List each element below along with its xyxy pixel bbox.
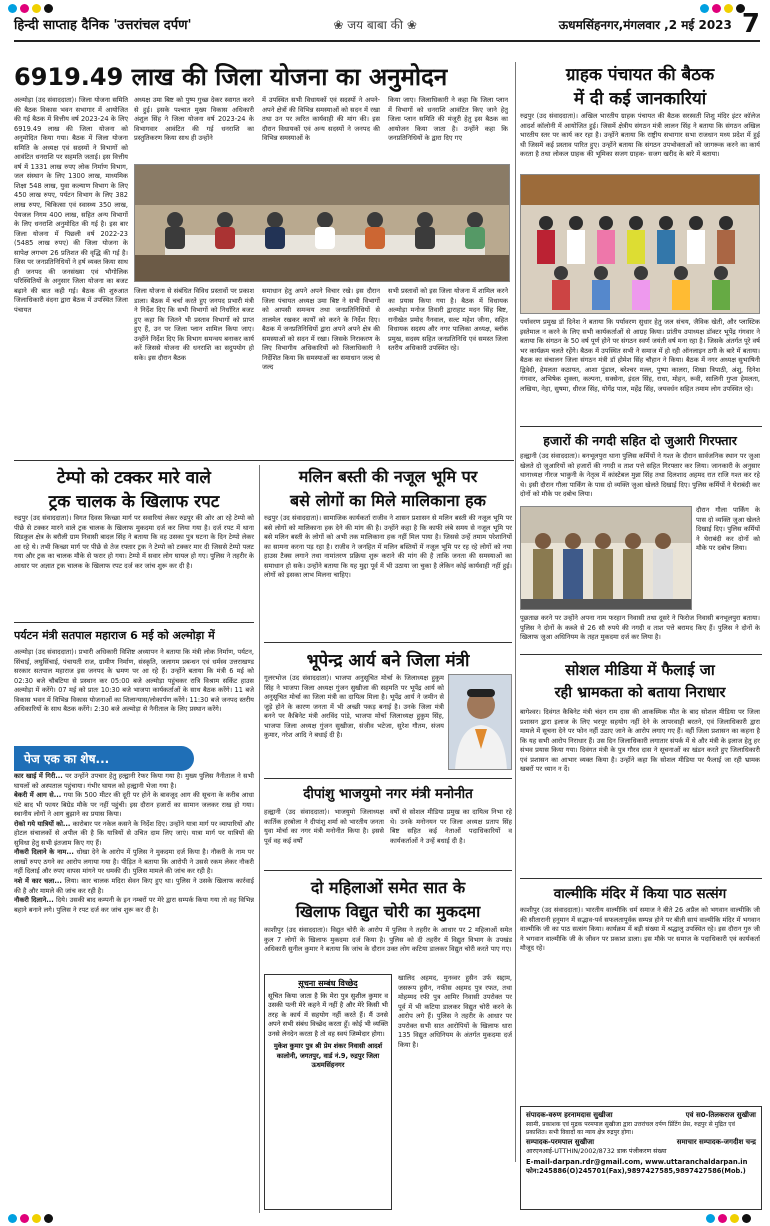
section-rule [264, 870, 512, 871]
continued-story-text: धोखा देने के आरोप में पुलिस ने मुकदमा दर्ज किया है। नौकरी के नाम पर लाखों रुपए ठगने का आरोप लगाया गया है। पीड़ित ने बताया कि आरोपी ने उससे रकम लेकर नौकरी नहीं दिलाई और रुपए वापस मांगने पर धमकी दी। पुलिस मामले की जांच कर रही है। [14, 848, 254, 876]
jua-photo [520, 506, 692, 610]
paryatan-body: अल्मोड़ा (उद संवाददाता)। प्रभारी अधिकारी विशिष्ट अध्यापन ने बताया कि मंत्री लोक निर्माण, पर्यटन, सिंचाई, लघुसिंचाई, पंचायती राज, ग्रामीण निर्माण, संस्कृति, जलागम प्रबन्धन एवं धर्मस्व उत्तराखण्ड सरकार सतपाल महाराज इस जनपद के भ्रमण पर आ रहे हैं। उन्होंने बताया कि मंत्री 6 मई को 02:30 बजे चौबटिया से प्रस्थान कर 05:00 बजे अल्मोड़ा पहुंचकर रात्रि विश्राम सर्किट हाउस अल्मोड़ा में करेंगे। 07 मई को प्रातः 10:30 बजे भाजपा कार्यकर्ताओं के साथ बैठक करेंगे। 11 बजे विकास भवन में विभिन्न विकास योजनाओं का शिलान्यास/लोकार्पण करेंगे। 11:30 बजे जनपद स्तरीय अधिकारियों के साथ बैठक करेंगे। 2:30 बजे अल्मोड़ा से नैनीताल के लिए प्रस्थान करेंगे। [14, 648, 254, 714]
phone-line: फोन:245886(O)245701(Fax),9897427585,9897427586(Mob.) [526, 1166, 746, 1175]
registration-dot-yellow [730, 1214, 739, 1223]
masthead-motto: ❀ जय बाबा की ❀ [333, 17, 417, 32]
continued-from-page-one-label: पेज एक का शेष... [14, 746, 194, 771]
lead-headline: 6919.49 लाख की जिला योजना का अनुमोदन [14, 63, 448, 91]
lead-column-4b: सभी प्रस्तावों को इस जिला योजना में शामिल करने का प्रयास किया गया है। बैठक में विधायक अल्मोड़ा मनोज तिवारी द्वाराहाट मदन सिंह बिष्ट, रानीखेत प्रमोद नैनवाल, सल्ट महेश जीना, सहित विधायक सदस्य और नगर पालिका अध्यक्ष, ब्लॉक प्रमुख, सदस्य सहित जनप्रतिनिधि एवं समस्त जिला स्तरीय अधिकारी उपस्थित रहे। [388, 287, 508, 353]
registration-dot-magenta [718, 1214, 727, 1223]
continued-story-title: नौकरी दिलाने... [14, 896, 54, 905]
section-rule [264, 642, 512, 643]
registration-dot-magenta [20, 1214, 29, 1223]
bijli-headline-2: खिलाफ विद्युत चोरी का मुकदमा [295, 902, 481, 921]
lead-column-3b: समाधान हेतु अपने अपने विचार रखे। इस दौरान जिला पंचायत अध्यक्ष उमा बिष्ट ने सभी विभागों को आपसी समन्वय तथा जनप्रतिनिधियों से तालमेल रखकर कार्यों को करने के निर्देश दिए। बैठक में जनप्रतिनिधियों द्वारा अपने अपने क्षेत्र की समस्याओं को सदन में रखा। जिसके निराकरण के लिए विभागीय अधिकारियों को जिलाधिकारी ने निर्देशित किया कि समस्याओं का समाधान जल्द से जल्द [262, 287, 380, 372]
deepanshu-body-b: वर्षों से सोशल मीडिया प्रमुख का दायित्व निभा रहे थे। उनके मनोनयन पर जिला अध्यक्ष प्रताप सिंह बिष्ट सहित कई नेताओं पदाधिकारियों व कार्यकर्ताओं ने उन्हें बधाई दी है। [390, 808, 512, 845]
section-rule [14, 622, 254, 623]
grahak-headline-1: ग्राहक पंचायत की बैठक [565, 65, 715, 85]
jua-body: हल्द्वानी (उद संवाददाता)। बनभूलपुरा थाना पुलिस कर्मियों ने गश्त के दौरान सार्वजनिक स्थान पर जुआ खेलते दो जुआरियों को हजारों की नगदी व ताश पत्ते सहित गिरफ्तार कर लिया। जानकारी के अनुसार थानाध्यक्ष नीरज भाकुनी के नेतृत्व में कांस्टेबल मुन्ना सिंह तथा दिलशाद अहमद रात राजि गश्त कर रहे थे। इसी दौरान गौला पार्किंग के पास दो व्यक्ति जुआ खेलते दिखाई दिए। पुलिस कर्मियों ने घेराबंदी कर दोनों को मौके पर दबोच लिया। [520, 452, 760, 499]
continued-story [14, 896, 254, 915]
tempo-headline-1: टेम्पो को टक्कर मारे वाले [57, 468, 211, 488]
arrest-photo-image [521, 507, 692, 610]
notice-body: सूचित किया जाता है कि मेरा पुत्र सुशील कुमार व उसकी पत्नी मेरे कहने में नहीं है और मेरे किसी भी तरह के कार्य में सहयोग नहीं करते हैं। मैं उनसे अपने सभी संबंध विच्छेद करता हूँ। कोई भी व्यक्ति उनसे लेनदेन करता है तो वह स्वयं जिम्मेदार होगा। [268, 991, 388, 1038]
lead-column-1: अल्मोड़ा (उद संवाददाता)। जिला योजना समिति की बैठक विकास भवन सभागार में आयोजित की गई बैठक में वित्तीय वर्ष 2023-24 के लिए 6919.49 लाख की जिला योजना को अनुमोदित किया गया। बैठक में जिला योजना समिति के अध्यक्ष एवं सदस्यों ने विभागों को आवंटित धनराशि पर सहमति जताई। इस वित्तीय वर्ष में 1331 लाख रुपए लोक निर्माण विभाग, जल संस्थान के लिए 1300 लाख, माध्यमिक शिक्षा 548 लाख, युवा कल्याण विभाग के लिए 450 लाख रुपए, पर्यटन विभाग के लिए 382 लाख रुपए, चिकित्सा एवं स्वास्थ्य 350 लाख, पेयजल निगम 400 लाख, सहित अन्य विभागों के लिए धनराशि अनुमोदित की गई है। इस बार जिला योजना में पिछली वर्ष 2022-23 (5485 लाख रुपए) की जिला योजना के सापेक्ष लगभग 26 प्रतिशत की वृद्धि की गई है। जिस पर जनप्रतिनिधियों ने हर्ष व्यक्त किया साथ ही जनपद की जनसंख्या एवं भौगोलिक परिस्थितियों के अनुसार जिला योजना का बजट बढ़ाने की बात कही गई। बैठक की शुरुआत जिलाधिकारी वंदना द्वारा बैठक में उपस्थित जिला पंचायत [14, 96, 128, 315]
notice-signature: मुकेश कुमार पुत्र श्री प्रेम शंकर निवासी आदर्श कालोनी, जगतपुर, वार्ड नं.9, रुद्रपुर जिला ऊधमसिंहनगर [273, 1042, 383, 1070]
registration-line: आरएनआई-UTTHIN/2002/8732 डाक पंजीकरण संख्या [526, 1147, 667, 1156]
valmiki-headline: वाल्मीकि मंदिर में किया पाठ सत्संग [553, 886, 727, 902]
meeting-photo [134, 164, 510, 282]
social-headline-1: सोशल मीडिया में फैलाई जा [565, 661, 715, 679]
bhupendra-headline: भूपेन्द्र आर्य बने जिला मंत्री [306, 651, 470, 671]
imprint-line [526, 1137, 756, 1148]
continued-story [14, 877, 254, 896]
registration-dot-cyan [706, 1214, 715, 1223]
jua-body-side: दौरान गौला पार्किंग के पास दो व्यक्ति जुआ खेलते दिखाई दिए। पुलिस कर्मियों ने घेराबंदी कर दोनों को मौके पर दबोच लिया। [696, 506, 760, 553]
column-divider [515, 62, 516, 1162]
malin-headline-2: बसे लोगों का मिले मालिकाना हक [290, 491, 486, 510]
malin-headline-1: मलिन बस्ती की नजूल भूमि पर [298, 467, 478, 486]
bhupendra-body: गूलरभोज (उद संवाददाता)। भाजपा अनुसूचित मोर्चा के जिलाध्यक्ष हुकुम सिंह ने भाजपा जिला अध्यक्ष गुंजन सुखीजा की सहमति पर भूपेंद्र आर्य को अनुसूचित मोर्चा का जिला मंत्री का दायित्व मिला है। भूपेंद्र आर्य ने जमीन से जुड़े होने के कारण जनता में भी अच्छी पकड़ बनाई है। उनके जिला मंत्री बनने पर कैबिनेट मंत्री अरविंद पांडे, भाजपा मोर्चा जिलाध्यक्ष हुकुम सिंह, भाजपा जिला अध्यक्ष गुंजन सुखीजा, संजीव भटेजा, सुरेश गौतम, संजय कुमार, नरेश आदि ने बधाई दी है। [264, 674, 444, 740]
continued-stories [14, 772, 254, 1212]
registration-dot-black [44, 1214, 53, 1223]
registration-dot-yellow [32, 1214, 41, 1223]
tempo-headline-2: ट्रक चालक के खिलाफ रपट [48, 492, 220, 512]
social-headline-2: रही भ्रामकता को बताया निराधार [554, 685, 726, 701]
jua-body-2: पूछताछ करने पर उन्होंने अपना नाम फरहान निवासी तथा दूसरे ने फिरोज निवासी बनभूलपुरा बताया। पुलिस ने दोनों के कब्जे से 26 सौ रुपये की नगदी व ताश पत्ते बरामद किए हैं। पुलिस ने दोनों के खिलाफ जुआ अधिनियम के तहत मुकदमा दर्ज कर लिया है। [520, 614, 760, 642]
lead-column-2b: जिला योजना से संबंधित विविध प्रस्तावों पर प्रकाश डाला। बैठक में चर्चा करते हुए जनपद प्रभारी मंत्री ने निर्देश दिए कि सभी विभागों को निर्धारित बजट हुए कहा कि जितने भी प्रस्ताव विभागों को प्राप्त हुए हैं, उन पर जिला प्लान शामिल किया जाए। उन्होंने निर्देश दिए कि विभाग समन्वय बनाकर कार्य करें जिससे योजना की धनराशि का सदुपयोग हो सके। इस दौरान बैठक [134, 287, 254, 362]
registration-dot-cyan [8, 1214, 17, 1223]
grahak-photo [520, 174, 760, 314]
section-rule [520, 426, 762, 427]
continued-story [14, 848, 254, 877]
portrait-image [449, 675, 512, 770]
bijli-body: काशीपुर (उद संवाददाता)। विद्युत चोरी के आरोप में पुलिस ने तहरीर के आधार पर 2 महिलाओं समेत कुल 7 लोगों के खिलाफ मुकदमा दर्ज किया है। पुलिस को दी तहरीर में विद्युत विभाग के उपखंड अधिकारी सुनील कुमार ने बताया कि जांच के दौरान उक्त लोग कटिया डालकर विद्युत चोरी करते पाए गए। [264, 926, 512, 954]
social-body: बागेश्वर। दिवंगत कैबिनेट मंत्री चंदन राम दास की आकस्मिक मौत के बाद सोशल मीडिया पर जिला प्रशासन द्वारा इलाज के लिए भरपूर सहयोग नहीं देने के लापरवाही बरतने, एवं जिलाधिकारी द्वारा मामले में सूचना देने पर फोन नहीं उठाए जाने के आरोप लगाए गए हैं। वहीं जिला प्रशासन का कहना है कि यह सभी आरोप निराधार हैं। उस दिन जिलाधिकारी लगातार संपर्क में थे और मंत्री के इलाज हेतु हर संभव प्रयास किया गया। दिवंगत मंत्री के पुत्र गौरव दास ने सूचनाओं का खंडन करते हुए जिलाधिकारी एवं प्रशासन का आभार व्यक्त किया है। उन्होंने कहा कि सोशल मीडिया पर फैलाई जा रही भ्रामक खबरों पर ध्यान न दें। [520, 708, 760, 774]
section-rule [520, 878, 762, 879]
column-divider [259, 465, 260, 1213]
malin-body: रुद्रपुर (उद संवाददाता)। सामाजिक कार्यकर्ता राजीव ने शासन प्रशासन से मलिन बस्ती की नजूल भूमि पर बसे लोगों को मालिकाना हक देने की मांग की है। उन्होंने कहा है कि काफी लंबे समय से नजूल भूमि पर बसे मलिन बस्ती के लोगों को अभी तक मालिकाना हक नहीं मिल पाया है। जिससे उन्हें तमाम परेशानियों का सामना करना पड़ रहा है। राजीव ने जनहित में मलिन बस्तियों में नजूल भूमि पर रह रहे लोगों को नया हाउस टैक्स लगाने तथा नामांतरण प्रक्रिया शुरू कराने की मांग की है ताकि जनता की समस्याओं का समाधान हो सके। उन्होंने बताया कि यह मुद्दा पूर्व में भी उठाया जा चुका है लेकिन कोई कार्यवाही नहीं हुई। लोगों को इसका लाभ मिलना चाहिए। [264, 514, 512, 580]
continued-story [14, 820, 254, 849]
deepanshu-body-a: हल्द्वानी (उद संवाददाता)। भाजयुमो जिलाध्यक्ष कार्तिक हरबोला ने दीपांशु शर्मा को भारतीय जनता युवा मोर्चा का नगर मंत्री मनोनीत किया है। इससे पूर्व वह कई वर्षों [264, 808, 384, 845]
bhupendra-portrait [448, 674, 512, 770]
email-website-line: E-mail-darpan.rdr@gmail.com, www.uttaranchaldarpan.in [526, 1157, 748, 1166]
bijli-body-2: खालिद अहमद, मुनव्वर हुसैन उर्फ सद्दाम, जसरूप हुसैन, नफीस अहमद पुत्र रफत, तथा मोहम्मद रफी पुत्र आमिर निवासी उपरोक्त पर पूर्व में भी कटिया डालकर विद्युत चोरी करने के आरोप लगे हैं। पुलिस ने तहरीर के आधार पर उपरोक्त सभी सात आरोपियों के खिलाफ धारा 135 विद्युत अधिनियम के अंतर्गत मुकदमा दर्ज किया है। [398, 974, 512, 1049]
imprint-line [526, 1110, 756, 1121]
grahak-photo-image [521, 175, 760, 314]
publisher-line: स्वामी, प्रकाशक एवं मुद्रक परमपाल सुखीजा द्वारा उत्तरांचल दर्पण प्रिंटिंग प्रेस, रुद्रपुर से मुद्रित एवं प्रकाशित। सभी विवादों का न्याय क्षेत्र रुद्रपुर होगा। [526, 1120, 735, 1136]
continued-story-text: कारोबार पर नकेल कसने के निर्देश दिए। उन्होंने यात्रा मार्ग पर व्यापारियों और होटल संचालकों से अपील की है कि यात्रियों से उचित दाम लिए जाएं। यात्रा मार्ग पर यात्रियों की सुविधा हेतु सभी इंतजाम किए गए हैं। [14, 819, 254, 847]
valmiki-body: काशीपुर (उद संवाददाता)। भारतीय वाल्मीकि धर्म समाज ने बीते 26 अप्रैल को भगवान वाल्मीकि जी की सीतारानी हनुमान में सद्भाव-पर्व सफलतापूर्वक सम्पन्न होने पर बीती सायं वाल्मीकि मंदिर में भगवान वाल्मीकि जी का पाठ सत्संग किया। कार्यक्रम में बड़ी संख्या में श्रद्धालु उपस्थित रहे। इस दौरान गुरु जी ने भगवान वाल्मीकि जी के जीवन पर प्रकाश डाला। इस मौके पर समाज के पदाधिकारी एवं कार्यकर्ता मौजूद रहे। [520, 906, 760, 953]
continued-story-text: गया कि 500 मीटर की दूरी पर होने के बावजूद आग की सूचना के करीब आधा घंटे बाद भी फायर बिग्रेड मौके पर नहीं पहुंची। इस दौरान हजारों का सामान जलकर राख हो गया। स्थानीय लोगों ने आग बुझाने का प्रयास किया। [14, 791, 254, 819]
dateline: ऊधमसिंहनगर,मंगलवार ,2 मई 2023 [558, 17, 732, 32]
continued-story-title: नौकरी दिलाने के नाम... [14, 848, 74, 857]
lead-column-2: अध्यक्ष उमा बिष्ट को पुष्प गुच्छ देकर स्वागत करने से हुई। इसके पश्चात मुख्य विकास अधिकारी अंशुल सिंह ने जिला योजना वर्ष 2023-24 के विभागवार आवंटित की गई धनराशि का प्रस्तुतिकरण किया साथ ही उन्होंने [134, 96, 254, 143]
grahak-body: रुद्रपुर (उद संवाददाता)। अखिल भारतीय ग्राहक पंचायत की बैठक सरस्वती शिशु मंदिर इंटर कॉलेज आदर्श कॉलोनी में आयोजित हुई। जिसमें क्षेत्रीय संगठन मंत्री लालन सिंह ने बताया कि संगठन अखिल भारतीय स्तर पर कार्य कर रहा है। उन्होंने बताया कि राष्ट्रीय सभागार सभा राजधान मध्य प्रदेश में हुई थी जिसमें कई प्रस्ताव पारित हुए। उन्होंने बताया कि संगठन उपभोक्ताओं को जागरूक करने का कार्य करता है तथा लोकल ग्राहक की भूमिका सजग ग्राहक- सजग खरीद के बारे में बताया। [520, 112, 760, 159]
paryatan-headline: पर्यटन मंत्री सतपाल महाराज 6 मई को अल्मोड़ा में [14, 629, 215, 642]
page-number: 7 [741, 9, 760, 39]
news-editor: समाचार सम्पादक-जगदीश चन्द्र [676, 1137, 756, 1146]
section-rule [264, 778, 512, 779]
section-rule [520, 654, 762, 655]
continued-story-text: दिये। उसकी बाद कम्पनी के इन नम्बरों पर मेरे द्वारा सम्पर्क किया गया तो वह विभिन्न बहाने बनाने लगे। पुलिस ने रपट दर्ज कर जांच शुरू कर दी है। [14, 896, 254, 914]
masthead [14, 8, 760, 42]
continued-story-title: बेकरी में आग से... [14, 791, 62, 800]
notice-box [264, 974, 392, 1210]
continued-story-text: लिया। कार चालक मदिरा सेवन किए हुए था। पुलिस ने उसके खिलाफ कार्रवाई की है और मामले की जांच कर रही है। [14, 877, 254, 895]
managing-editor: सम्पादक-परमपाल सुखीजा [526, 1137, 595, 1146]
section-rule [14, 460, 514, 461]
continued-story-title: नशे में कार चला... [14, 877, 62, 886]
co-editor-name: एवं स0-तिलकराज सुखीजा [685, 1111, 756, 1119]
continued-story-title: कार खाई में गिरी... [14, 772, 63, 780]
masthead-right [559, 9, 760, 39]
continued-story-title: रोको गये यात्रियों को... [14, 819, 71, 828]
tempo-body: रुद्रपुर (उद संवाददाता)। विगत दिवस किच्छा मार्ग पर सवारियां लेकर रुद्रपुर की ओर आ रहे टेम्पो को पीछे से टक्कर मारने वाले ट्रक चालक के खिलाफ मुकदमा दर्ज कर लिया गया है। दर्ज रपट में थाना सिडकुल क्षेत्र के बरौली ग्राम निवासी बादल सिंह ने बताया कि वह उसका पुत्र घटना के दिन टेम्पो लेकर आ रहे थे। तभी किच्छा मार्ग पर पीछे से तेज रफ्तार ट्रक ने टेम्पो को टक्कर मार दी जिससे टेम्पो पलट गया और ट्रक का चालक मौके से फरार हो गया। टेम्पो में सवार लोग घायल हो गए। पुलिस ने तहरीर के आधार पर अज्ञात ट्रक चालक के खिलाफ रपट दर्ज कर जांच शुरू कर दी है। [14, 514, 254, 570]
grahak-headline-2: में दी कई जानकारियां [573, 89, 707, 109]
editor-name: संपादक-वरुण हरनामदास सुखीजा [526, 1111, 613, 1119]
registration-dot-black [742, 1214, 751, 1223]
notice-title: सूचना सम्बंध विच्छेद [298, 979, 358, 988]
jua-headline: हजारों की नगदी सहित दो जुआरी गिरफ्तार [543, 433, 737, 448]
bijli-headline-1: दो महिलाओं समेत सात के [310, 878, 466, 897]
continued-story [14, 791, 254, 820]
paper-name: हिन्दी साप्ताह दैनिक 'उत्तरांचल दर्पण' [14, 18, 192, 33]
lead-column-3: में उपस्थित सभी विधायकों एवं सदस्यों ने अपने-अपने क्षेत्रों की विभिन्न समस्याओं को सदन में रखा तथा उन पर त्वरित कार्यवाही की मांग की। इस दौरान विधायकों एवं अन्य सदस्यों ने जनपद की विभिन्न समस्याओं के [262, 96, 380, 143]
grahak-body-2: पर्यावरण प्रमुख डॉ दिनेश ने बताया कि पर्यावरण सुधार हेतु जल संचय, जैविक खेती, और प्लास्टिक इस्तेमाल न करने के लिए सभी कार्यकर्ताओं से आग्रह किया। प्रांतीय उपाध्यक्ष डॉक्टर भूपेंद्र गंगवार ने बताया कि संगठन के 50 वर्ष पूर्ण होने पर संगठन स्वर्ण जयंती वर्ष मना रहा है। जिसके अंतर्गत पूरे वर्ष भर कार्यक्रम चलते रहेंगे। बैठक में उपस्थित सभी ने समाज में हो रही ऑनलाइन ठगी के बारे में बताया। बैठक का संचालन जिला संगठन मंत्री डॉ होमेश सिंह चौहान ने किया। बैठक में नगर अध्यक्ष सुभाषिनी द्विवेदी, हेमलता कठायत, आशा पुंडाल, बरेश्चर मल्ल, पुष्पा कालरा, शिखा त्रिपाठी, अंशु, दिनेश गंगवार, अभिषेक शुक्ला, कल्पना, सक्सेना, इंदल सिंह, राधा, मोहन, रूवी, सालिनी गुप्ता हेमलता, लखिया, नेहा, सुषमा, धीरज सिंह, योगेंद्र पाल, महेंद्र सिंह, जयवर्धन सहित तमाम लोग उपस्थित रहे। [520, 318, 760, 393]
continued-story-text: पर उन्होंने उपचार हेतु हल्द्वानी रेफर किया गया है। मुख्य पुलिस नैनीताल ने सभी घायलों को अस्पताल पहुंचाया। गंभीर घायल को हल्द्वानी भेजा गया है। [14, 772, 254, 790]
lead-column-4: किया जाए। जिलाधिकारी ने कहा कि जिला प्लान में विभागों को धनराशि आवंटित किए जाने हेतु जिला प्लान समिति की मंजूरी हेतु इस बैठक का आयोजन किया जाता है। उन्होंने कहा कि जनप्रतिनिधियों के द्वारा दिए गए [388, 96, 508, 143]
deepanshu-headline: दीपांशु भाजयुमो नगर मंत्री मनोनीत [303, 786, 473, 802]
meeting-photo-image [135, 165, 510, 282]
continued-story [14, 772, 254, 791]
imprint-box [520, 1106, 762, 1210]
